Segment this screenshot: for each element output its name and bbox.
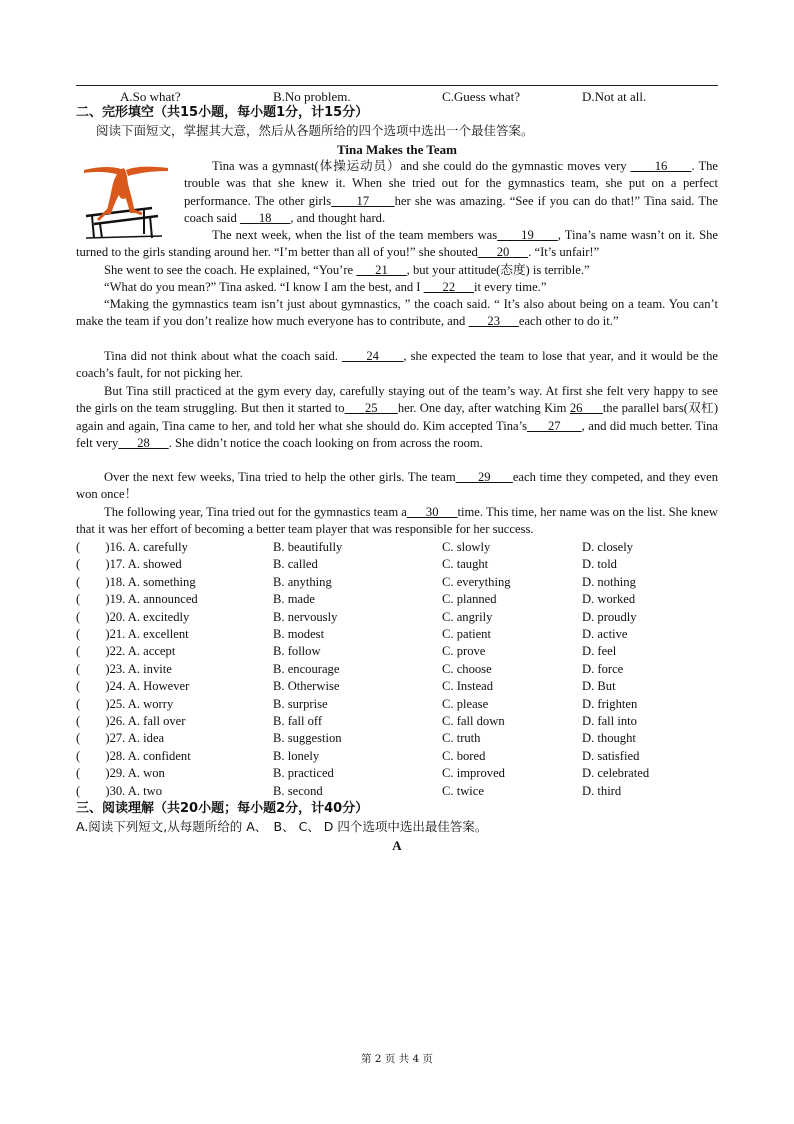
- question-option-a: ( )26. A. fall over: [76, 714, 186, 728]
- paragraph-8: [76, 469, 718, 504]
- question-option-c: C. fall down: [442, 714, 505, 728]
- paragraph-6: [76, 348, 718, 383]
- blank-27-number: 27: [548, 418, 561, 433]
- p4-text-1: “What do you mean?” Tina asked. “I know I am the best, and I: [104, 280, 424, 294]
- blank-19: [497, 228, 558, 242]
- blank-26: [570, 401, 603, 415]
- question-option-a: ( )20. A. excitedly: [76, 609, 190, 624]
- question-option-a: ( )17. A. showed: [76, 557, 182, 572]
- question-option-b: B. encourage: [273, 661, 340, 676]
- section2-instruction: 阅读下面短文，掌握其大意，然后从各题所给的四个选项中选出一个最佳答案。: [96, 123, 534, 138]
- blank-21: [356, 263, 406, 277]
- question-option-b: B. modest: [273, 627, 325, 641]
- question-option-c: C. Instead: [442, 679, 494, 694]
- blank-27: [527, 419, 582, 433]
- question-option-d: D. celebrated: [582, 766, 650, 781]
- question-option-c: C. angrily: [442, 609, 493, 624]
- question-row: [76, 626, 718, 643]
- p5-text-2: each other to do it.”: [518, 314, 619, 329]
- blank-17: [331, 194, 394, 208]
- question-option-c: C. patient: [442, 627, 491, 641]
- question-option-d: D. satisfied: [582, 748, 640, 763]
- blank-24: [342, 349, 403, 363]
- question-option-a: ( )16. A. carefully: [76, 540, 188, 554]
- p4-text-2: it every time.”: [474, 280, 547, 294]
- paragraph-9: [76, 504, 718, 539]
- blank-19-number: 19: [521, 228, 534, 242]
- question-option-b: B. follow: [273, 644, 321, 659]
- section3-heading: 三、阅读理解（共20小题；每小题2分，计40分）: [76, 801, 369, 816]
- question-option-d: D. frighten: [582, 696, 638, 711]
- paragraph-5: [76, 296, 718, 331]
- question-row: [76, 574, 718, 591]
- blank-17-number: 17: [356, 193, 370, 208]
- blank-22: [424, 280, 474, 294]
- question-row: [76, 730, 718, 747]
- blank-23: [469, 314, 519, 328]
- p2-text-3: . “It’s unfair!”: [528, 245, 600, 260]
- blank-18-number: 18: [258, 211, 272, 226]
- p5-text-1: “Making the gymnastics team isn’t just about gymnastics, ” the coach said. “ It’s also about being on a team. You can’t make the team if you don’t realize how much everyone has to contribute, and: [76, 297, 718, 329]
- question-option-d: D. third: [582, 783, 622, 798]
- blank-28: [118, 436, 168, 450]
- question-option-c: C. twice: [442, 783, 484, 798]
- blank-29-number: 29: [477, 470, 491, 484]
- blank-24-number: 24: [366, 349, 379, 363]
- question-option-b: B. nervously: [273, 609, 338, 624]
- question-option-b: B. practiced: [273, 766, 334, 781]
- question-option-a: ( )30. A. two: [76, 783, 163, 798]
- blank-23-number: 23: [487, 314, 500, 329]
- question-option-d: D. fall into: [582, 714, 637, 728]
- question-row: [76, 556, 718, 573]
- question-option-b: B. second: [273, 783, 323, 798]
- question-option-d: D. active: [582, 627, 628, 641]
- question-option-a: ( )24. A. However: [76, 679, 190, 694]
- question-option-d: D. nothing: [582, 574, 636, 589]
- prev-option-c: C.Guess what?: [442, 89, 520, 104]
- blank-16-number: 16: [654, 159, 668, 173]
- question-option-d: D. But: [582, 679, 616, 694]
- question-option-c: C. taught: [442, 557, 489, 572]
- question-option-a: ( )21. A. excellent: [76, 627, 189, 641]
- question-option-c: C. planned: [442, 592, 497, 607]
- p7-text-2: her. One day, after watching Kim: [397, 401, 570, 416]
- question-option-b: B. fall off: [273, 714, 323, 728]
- question-row: [76, 783, 718, 800]
- blank-25: [345, 401, 398, 415]
- question-option-a: ( )28. A. confident: [76, 748, 191, 763]
- question-option-a: ( )29. A. won: [76, 766, 165, 781]
- question-row: [76, 591, 718, 608]
- question-option-c: C. please: [442, 696, 489, 711]
- prev-option-a: A.So what?: [120, 89, 181, 104]
- blank-30: [407, 505, 458, 519]
- blank-18: [240, 211, 290, 225]
- question-option-c: C. everything: [442, 574, 511, 589]
- p7-text-4: , and did much better. Tina felt very: [76, 418, 718, 451]
- question-option-b: B. made: [273, 592, 315, 607]
- question-option-b: B. Otherwise: [273, 679, 340, 694]
- blank-26-number: 26: [569, 401, 583, 416]
- question-option-d: D. told: [582, 557, 617, 572]
- prev-option-b: B.No problem.: [273, 89, 351, 104]
- question-option-d: D. proudly: [582, 609, 637, 624]
- divider-line: [76, 85, 718, 86]
- blank-20-number: 20: [496, 245, 510, 260]
- blank-29: [456, 470, 513, 484]
- passage-title: Tina Makes the Team: [336, 142, 458, 157]
- question-row: [76, 696, 718, 713]
- p3-text-1: She went to see the coach. He explained, “You’re: [104, 263, 357, 277]
- question-row: [76, 609, 718, 626]
- p2-text-1: The next week, when the list of the team members was: [212, 228, 498, 242]
- question-option-b: B. anything: [273, 574, 332, 589]
- question-row: [76, 643, 718, 660]
- question-option-d: D. thought: [582, 731, 636, 746]
- question-option-c: C. prove: [442, 644, 486, 659]
- p2-text-2: , Tina’s name wasn’t on it. She turned to the girls standing around her. “I’m better than all of you!” she shouted: [76, 228, 718, 260]
- question-option-b: B. beautifully: [273, 540, 343, 554]
- question-option-b: B. surprise: [273, 696, 328, 711]
- question-option-c: C. truth: [442, 731, 481, 746]
- part-a-label: A: [392, 838, 402, 853]
- paragraph-2: [76, 227, 718, 262]
- p7-text-5: . She didn’t notice the coach looking on from across the room.: [168, 436, 483, 451]
- paragraph-7: [76, 383, 718, 453]
- question-option-a: ( )25. A. worry: [76, 696, 174, 711]
- question-row: [76, 678, 718, 695]
- p3-text-2: , but your attitude(态度) is terrible.”: [406, 263, 590, 277]
- question-option-b: B. called: [273, 557, 318, 572]
- section3-instruction: A.阅读下列短文,从每题所给的 A、 B、 C、 D 四个选项中选出最佳答案。: [76, 819, 488, 834]
- p9-text-1: The following year, Tina tried out for the gymnastics team a: [104, 505, 407, 519]
- question-option-a: ( )22. A. accept: [76, 644, 176, 659]
- p6-text-2: , she expected the team to lose that year, and it would be the coach’s fault, for not picking her.: [76, 349, 718, 381]
- question-option-d: D. closely: [582, 540, 634, 554]
- question-option-a: ( )27. A. idea: [76, 731, 165, 746]
- p9-text-2: time. This time, her name was on the list. She knew that it was her effort of becoming a better team player that was responsible for her success.: [76, 505, 719, 537]
- blank-30-number: 30: [425, 505, 439, 519]
- question-option-d: D. feel: [582, 644, 617, 659]
- section2-heading: 二、完形填空（共15小题，每小题1分，计15分）: [76, 105, 369, 120]
- question-option-c: C. slowly: [442, 540, 491, 554]
- p1-text-3: her she was amazing. “See if you can do that!” Tina said. The coach said: [184, 193, 718, 226]
- p1-text-1: Tina was a gymnast(体操运动员）and she could do the gymnastic moves very: [212, 159, 631, 173]
- paragraph-4: [76, 279, 718, 296]
- question-option-b: B. suggestion: [273, 731, 342, 746]
- blank-22-number: 22: [442, 280, 456, 294]
- question-option-c: C. improved: [442, 766, 505, 781]
- blank-28-number: 28: [137, 436, 150, 451]
- question-row: [76, 661, 718, 678]
- prev-option-d: D.Not at all.: [582, 89, 647, 104]
- p8-text-2: each time they competed, and they even won once！: [76, 470, 718, 502]
- question-option-b: B. lonely: [273, 748, 320, 763]
- p1-text-4: , and thought hard.: [290, 211, 386, 226]
- p6-text-1: Tina did not think about what the coach said.: [104, 349, 342, 363]
- question-row: [76, 539, 718, 556]
- blank-20: [478, 245, 528, 259]
- blank-25-number: 25: [364, 401, 378, 416]
- question-option-a: ( )23. A. invite: [76, 661, 172, 676]
- blank-16: [631, 159, 692, 173]
- question-row: [76, 713, 718, 730]
- p1-text-2: . The trouble was that she knew it. When she tried out for the gymnastics team, she put on a perfect performance. The other girls: [184, 159, 719, 208]
- question-option-a: ( )19. A. announced: [76, 592, 198, 607]
- question-option-a: ( )18. A. something: [76, 574, 196, 589]
- question-row: [76, 748, 718, 765]
- question-option-c: C. bored: [442, 748, 486, 763]
- p7-text-1: But Tina still practiced at the gym every day, carefully staying out of the team’s way. At first she felt very happy to see the girls on the team struggling. But then it started to: [76, 384, 718, 416]
- paragraph-1: [184, 158, 718, 228]
- paragraph-3: [76, 262, 718, 279]
- question-option-d: D. force: [582, 661, 624, 676]
- p7-text-3: the parallel bars(双杠) again and again, Tina came to her, and told her what she should do. Kim accepted Tina’s: [76, 401, 719, 433]
- p8-text-1: Over the next few weeks, Tina tried to help the other girls. The team: [104, 470, 456, 484]
- question-row: [76, 765, 718, 782]
- page-footer: 第 2 页 共 4 页: [360, 1053, 434, 1065]
- question-option-d: D. worked: [582, 592, 636, 607]
- question-option-c: C. choose: [442, 661, 492, 676]
- blank-21-number: 21: [375, 263, 388, 277]
